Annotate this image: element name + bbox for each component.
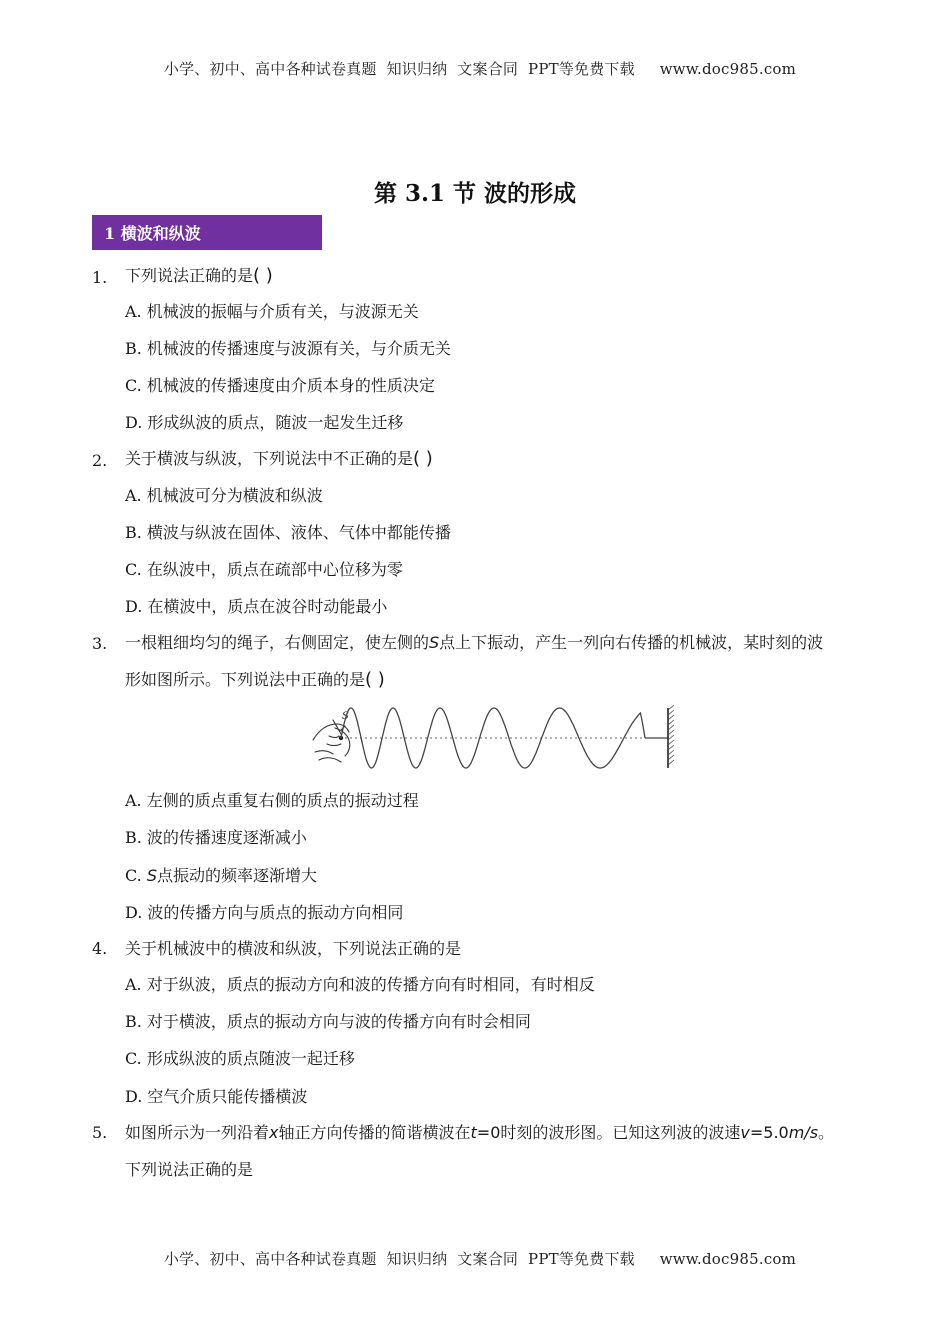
question-3-text-a: 一根粗细均匀的绳子，右侧固定，使左侧的 [125, 633, 430, 652]
question-1-option-c: C. 机械波的传播速度由介质本身的性质决定 [125, 376, 435, 395]
question-5-var-v: v [740, 1123, 750, 1142]
wall-hatch-line [668, 760, 674, 765]
question-5-text-4: 。 [818, 1123, 835, 1142]
question-1-number: 1. [92, 268, 108, 287]
question-3-option-c-text: 点振动的频率逐渐增大 [157, 866, 318, 885]
question-3-text-b: 点上下振动，产生一列向右传播的机械波，某时刻的波 [439, 633, 824, 652]
wall-hatch-line [668, 735, 674, 740]
question-3-option-c [125, 865, 317, 887]
question-5-t-value: =0 [476, 1123, 501, 1142]
section-heading-label: 1 横波和纵波 [104, 224, 201, 243]
question-5-v-value: =5.0 [749, 1123, 789, 1142]
question-3-stem-line-2 [125, 669, 385, 691]
question-2-option-a: A. 机械波可分为横波和纵波 [125, 486, 323, 505]
question-4-number: 4. [92, 939, 108, 958]
question-3-var-s: S [429, 633, 440, 652]
question-5-text-1: 如图所示为一列沿着 [125, 1123, 270, 1142]
question-5-number: 5. [92, 1123, 108, 1142]
page-header [0, 40, 950, 79]
wall-hatch-line [668, 715, 674, 720]
question-4-option-c: C. 形成纵波的质点随波一起迁移 [125, 1049, 355, 1068]
wall-hatch-line [668, 710, 674, 715]
page-footer [0, 1230, 950, 1269]
wall-hatch-line [668, 705, 674, 710]
wall-hatch-line [668, 745, 674, 750]
question-5-text-line-2: 下列说法正确的是 [125, 1160, 254, 1179]
wall-hatch-line [668, 755, 674, 760]
hand-illustration [313, 720, 350, 762]
question-5-var-t: t [470, 1123, 477, 1142]
question-1-option-b: B. 机械波的传播速度与波源有关，与介质无关 [125, 339, 451, 358]
footer-site-link[interactable]: www.doc985.com [659, 1250, 797, 1268]
question-4-option-a: A. 对于纵波，质点的振动方向和波的传播方向有时相同，有时相反 [125, 975, 595, 994]
question-5-text-2: 轴正方向传播的简谐横波在 [278, 1123, 471, 1142]
question-3-option-d: D. 波的传播方向与质点的振动方向相同 [125, 903, 404, 922]
wall-hatch-line [668, 730, 674, 735]
question-1-option-d: D. 形成纵波的质点，随波一起发生迁移 [125, 413, 404, 432]
question-3-stem-line-1 [125, 632, 823, 654]
question-2-text: 关于横波与纵波，下列说法中不正确的是 [125, 449, 414, 468]
wall-hatch-line [668, 740, 674, 745]
header-site-link[interactable]: www.doc985.com [659, 60, 797, 78]
question-2-option-d: D. 在横波中，质点在波谷时动能最小 [125, 597, 388, 616]
question-3-text-2: 形如图所示。下列说法中正确的是 [125, 670, 366, 689]
question-3-option-a: A. 左侧的质点重复右侧的质点的振动过程 [125, 791, 419, 810]
question-2-stem [125, 448, 433, 470]
question-1-text: 下列说法正确的是 [125, 266, 254, 285]
wall-hatch-line [668, 750, 674, 755]
figure-label-s: S [342, 711, 349, 722]
question-5-unit: m/s [788, 1123, 819, 1142]
question-3-option-c-prefix: C. [125, 866, 147, 885]
page-title: 第 3.1 节 波的形成 [373, 180, 577, 207]
wall-hatch-line [668, 725, 674, 730]
question-3-option-c-var: S [146, 866, 157, 885]
question-3-answer-blank: ( ) [365, 669, 385, 690]
question-5-stem-line-1 [125, 1122, 834, 1144]
question-4-option-b: B. 对于横波，质点的振动方向与波的传播方向有时会相同 [125, 1012, 531, 1031]
wall-hatching [668, 705, 674, 765]
question-2-option-b: B. 横波与纵波在固体、液体、气体中都能传播 [125, 523, 451, 542]
question-2-answer-blank: ( ) [413, 448, 433, 469]
header-text: 小学、初中、高中各种试卷真题 知识归纳 文案合同 PPT等免费下载 [163, 60, 635, 78]
wall-hatch-line [668, 720, 674, 725]
rope-wave-figure [305, 700, 685, 778]
question-5-var-x: x [269, 1123, 279, 1142]
question-2-option-c: C. 在纵波中，质点在疏部中心位移为零 [125, 560, 403, 579]
question-2-number: 2. [92, 451, 108, 470]
question-1-stem [125, 265, 273, 287]
question-4-text: 关于机械波中的横波和纵波，下列说法正确的是 [125, 939, 462, 958]
question-3-number: 3. [92, 634, 108, 653]
question-1-answer-blank: ( ) [253, 265, 273, 286]
question-1-option-a: A. 机械波的振幅与介质有关，与波源无关 [125, 302, 419, 321]
question-5-text-3: 时刻的波形图。已知这列波的波速 [500, 1123, 741, 1142]
question-3-option-b: B. 波的传播速度逐渐减小 [125, 828, 307, 847]
question-4-option-d: D. 空气介质只能传播横波 [125, 1087, 308, 1106]
section-heading [92, 215, 322, 250]
footer-text: 小学、初中、高中各种试卷真题 知识归纳 文案合同 PPT等免费下载 [163, 1250, 635, 1268]
